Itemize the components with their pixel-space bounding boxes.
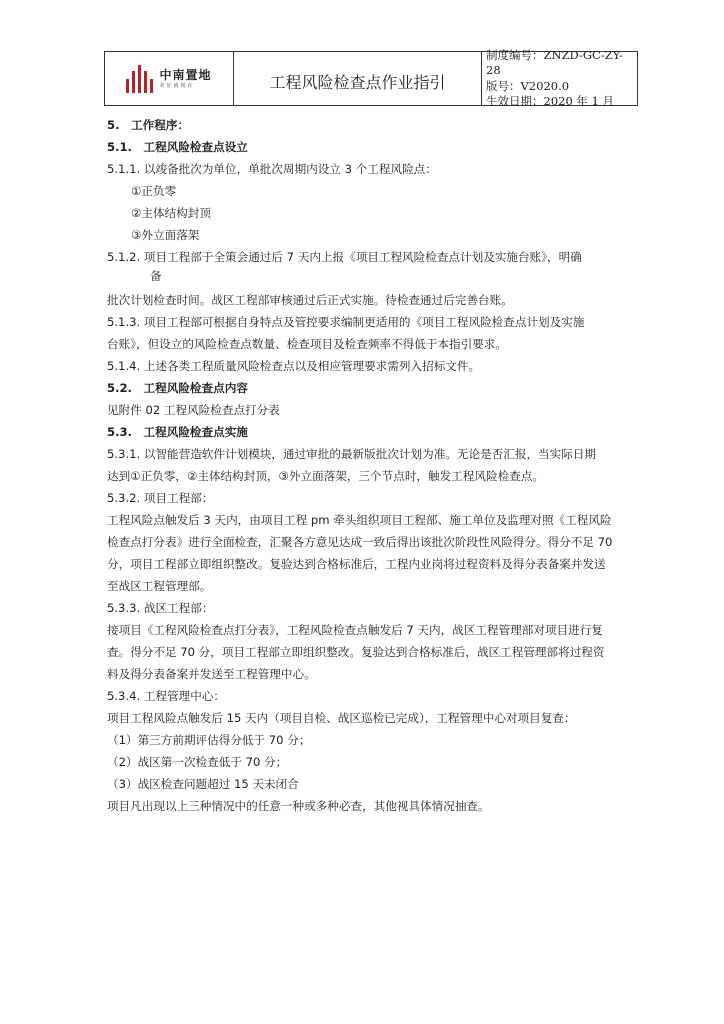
company-logo (105, 52, 234, 105)
paragraph-line: 至战区工程管理部。 (107, 579, 212, 593)
paragraph-line: 查。得分不足 70 分，项目工程部立即组织整改。复验达到合格标准后，战区工程管理部将过程资 (107, 645, 605, 659)
paragraph-line: 检查点打分表》进行全面检查，汇聚各方意见达成一致后得出该批次阶段性风险得分。得分不足 70 (107, 535, 613, 549)
document-meta (482, 47, 637, 108)
list-item: （2）战区第一次检查低于 70 分； (107, 755, 288, 769)
section-heading: 5. 工作程序： (107, 118, 190, 132)
list-item: ①正负零 (131, 184, 177, 198)
paragraph-line: 台账》，但设立的风险检查点数量、检查项目及检查频率不得低于本指引要求。 (107, 337, 507, 351)
subsection-heading: 5.1. 工程风险检查点设立 (107, 140, 248, 154)
paragraph-line: 备 (150, 269, 162, 283)
paragraph-line: 达到①正负零，②主体结构封顶，③外立面落架，三个节点时，触发工程风险检查点。 (107, 469, 544, 483)
paragraph-line: 项目工程风险点触发后 15 天内（项目自检、战区巡检已完成），工程管理中心对项目复查： (107, 711, 576, 725)
subsection-heading: 5.2. 工程风险检查点内容 (107, 381, 248, 395)
paragraph-line: 5.1.1. 以竣备批次为单位，单批次周期内设立 3 个工程风险点： (107, 162, 437, 176)
paragraph-line: 项目凡出现以上三种情况中的任意一种或多种必查，其他视具体情况抽查。 (107, 799, 490, 813)
logo-mark-icon (126, 65, 153, 93)
document-header (104, 47, 638, 108)
paragraph-line: 5.1.2. 项目工程部于全策会通过后 7 天内上报《项目工程风险检查点计划及实施台账》，明确 (107, 250, 582, 264)
effective-date: 生效日期：2020 年 1 月 (486, 94, 615, 108)
paragraph-line: 5.1.3. 项目工程部可根据自身特点及管控要求编制更适用的《项目工程风险检查点计划及实施 (107, 315, 585, 329)
paragraph-line: 见附件 02 工程风险检查点打分表 (107, 403, 280, 417)
list-item: （1）第三方前期评估得分低于 70 分； (107, 733, 311, 747)
paragraph-line: 料及得分表备案并发送至工程管理中心。 (107, 667, 316, 681)
list-item: （3）战区检查问题超过 15 天未闭合 (107, 777, 299, 791)
doc-code: 制度编号：ZNZD-GC-ZY-28 (486, 47, 623, 77)
paragraph-line: 分，项目工程部立即组织整改。复验达到合格标准后，工程内业岗将过程资料及得分表备案并发送 (107, 557, 606, 571)
paragraph-line: 5.3.1. 以智能营造软件计划模块，通过审批的最新版批次计划为准。无论是否汇报，当实际日期 (107, 447, 597, 461)
paragraph-line: 5.3.2. 项目工程部： (107, 491, 214, 505)
list-item: ②主体结构封顶 (131, 206, 211, 220)
paragraph-line: 批次计划检查时间。战区工程部审核通过后正式实施。待检查通过后完善台账。 (107, 293, 513, 307)
paragraph-line: 接项目《工程风险检查点打分表》，工程风险检查点触发后 7 天内，战区工程管理部对项目进行复 (107, 623, 603, 637)
paragraph-line: 工程风险点触发后 3 天内，由项目工程 pm 牵头组织项目工程部、施工单位及监理对照《工程风险 (107, 513, 612, 527)
subsection-heading: 5.3. 工程风险检查点实施 (107, 425, 248, 439)
paragraph-line: 5.3.4. 工程管理中心： (107, 689, 226, 703)
doc-version: 版号：V2020.0 (486, 78, 570, 93)
document-title: 工程风险检查点作业指引 (234, 52, 482, 105)
list-item: ③外立面落架 (131, 228, 200, 242)
logo-subtitle: 美好就现在 (159, 82, 195, 89)
logo-text: 中南置地 (159, 67, 212, 82)
paragraph-line: 5.3.3. 战区工程部： (107, 601, 214, 615)
paragraph-line: 5.1.4. 上述各类工程质量风险检查点以及相应管理要求需列入招标文件。 (107, 359, 481, 373)
